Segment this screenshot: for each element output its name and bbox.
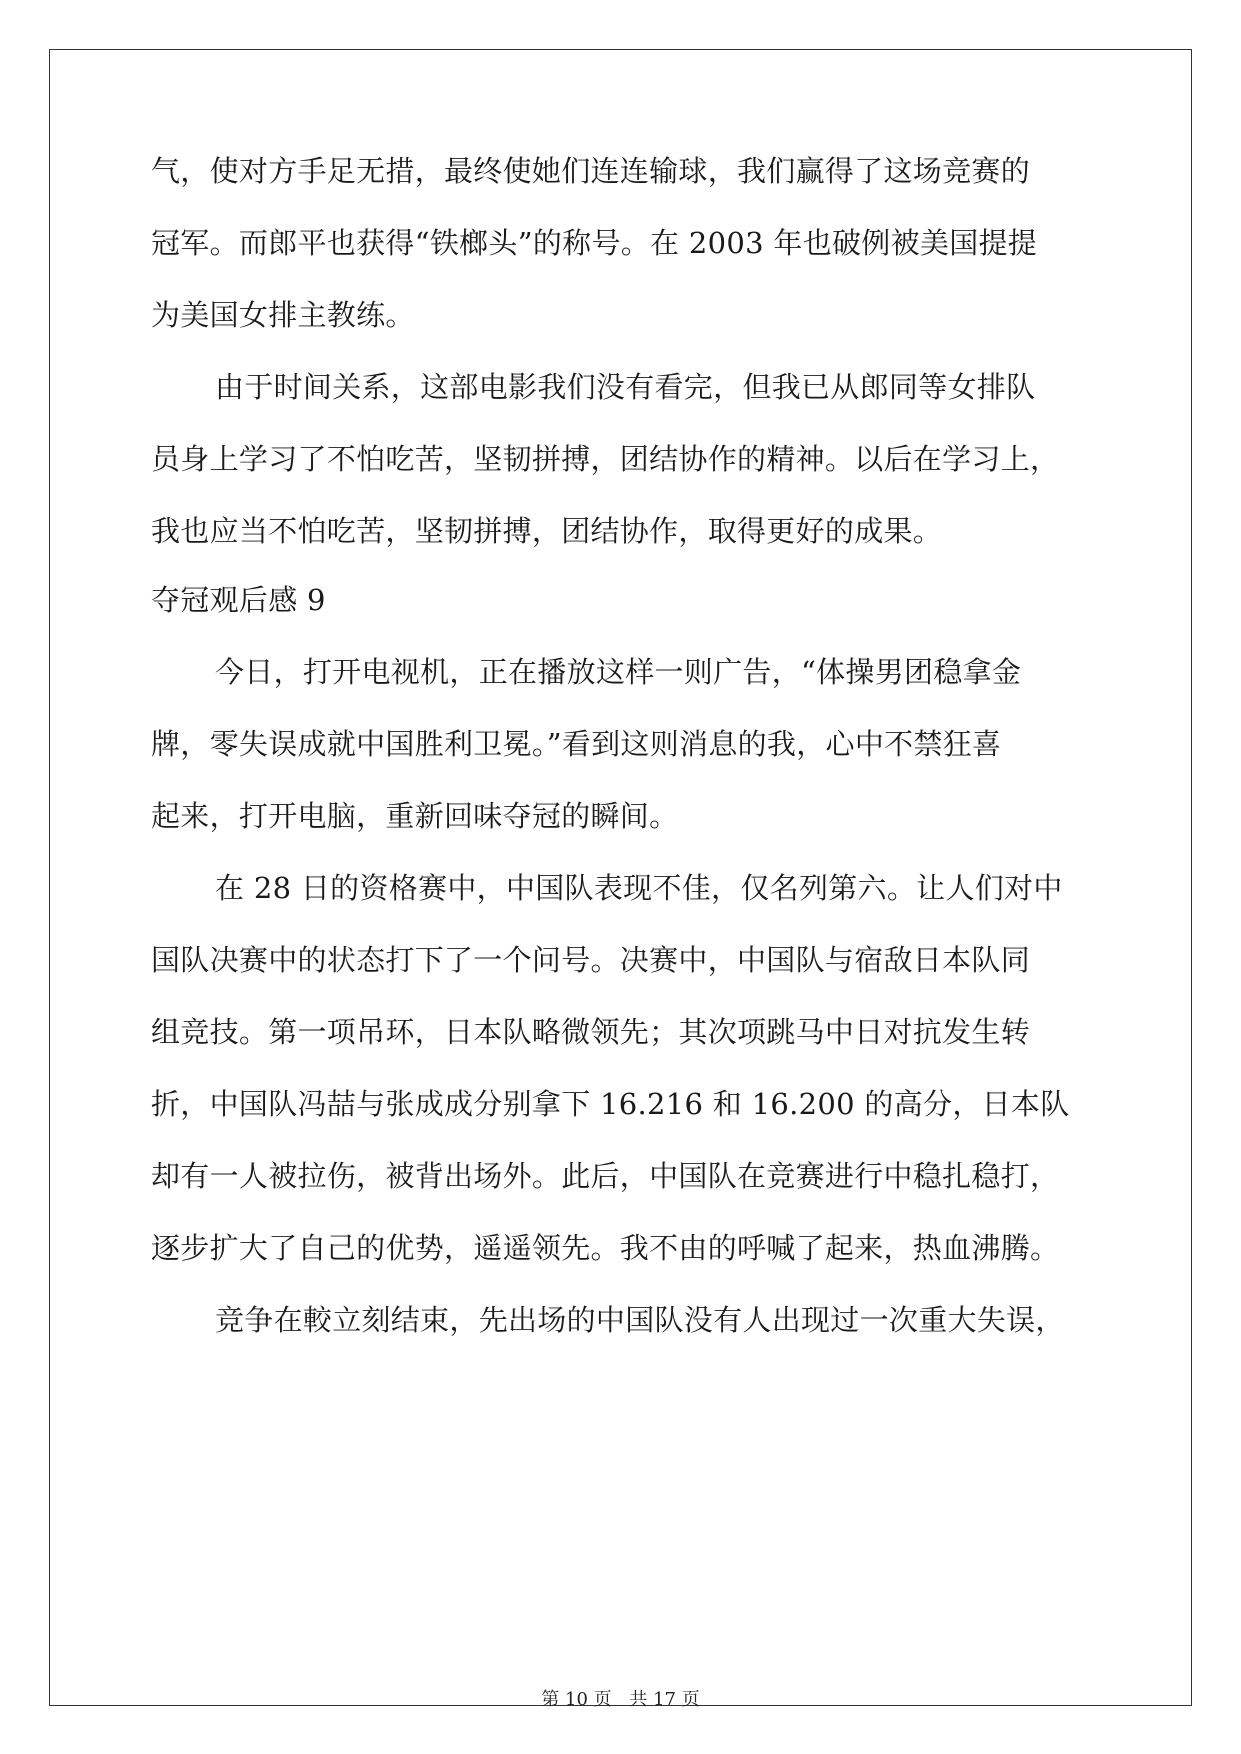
section-heading: 夺冠观后感 9 — [151, 583, 326, 617]
paragraph-line: 我也应当不怕吃苦，坚韧拼搏，团结协作，取得更好的成果。 — [151, 514, 943, 548]
paragraph-line: 为美国女排主教练。 — [151, 298, 415, 332]
paragraph-line: 国队决赛中的状态打下了一个问号。决赛中，中国队与宿敌日本队同 — [151, 943, 1031, 977]
page-footer — [0, 1688, 1241, 1712]
paragraph-line: 由于时间关系，这部电影我们没有看完，但我已从郎同等女排队 — [215, 370, 1036, 404]
paragraph-line: 员身上学习了不怕吃苦，坚韧拼搏，团结协作的精神。以后在学习上， — [151, 442, 1060, 476]
current-page-number: 第 10 页 — [541, 1689, 612, 1710]
paragraph-line: 气，使对方手足无措，最终使她们连连输球，我们赢得了这场竞赛的 — [151, 154, 1031, 188]
paragraph-line: 在 28 日的资格赛中，中国队表现不佳，仅名列第六。让人们对中 — [215, 871, 1063, 905]
paragraph-line: 折，中国队冯喆与张成成分别拿下 16.216 和 16.200 的高分，日本队 — [151, 1087, 1070, 1121]
paragraph-line: 冠军。而郎平也获得“铁榔头”的称号。在 2003 年也破例被美国提提 — [151, 226, 1038, 260]
paragraph-line: 逐步扩大了自己的优势，遥遥领先。我不由的呼喊了起来，热血沸腾。 — [151, 1231, 1060, 1265]
paragraph-line: 却有一人被拉伤，被背出场外。此后，中国队在竞赛进行中稳扎稳打， — [151, 1159, 1060, 1193]
paragraph-line: 起来，打开电脑，重新回味夺冠的瞬间。 — [151, 799, 679, 833]
paragraph-line: 竞争在較立刻结束，先出场的中国队没有人出现过一次重大失误， — [215, 1303, 1065, 1337]
paragraph-line: 牌，零失误成就中国胜利卫冕。”看到这则消息的我，心中不禁狂喜 — [151, 727, 1002, 761]
paragraph-line: 今日，打开电视机，正在播放这样一则广告，“体操男团稳拿金 — [215, 655, 1022, 689]
total-page-count: 共 17 页 — [629, 1689, 700, 1710]
paragraph-line: 组竞技。第一项吊环，日本队略微领先；其次项跳马中日对抗发生转 — [151, 1015, 1031, 1049]
